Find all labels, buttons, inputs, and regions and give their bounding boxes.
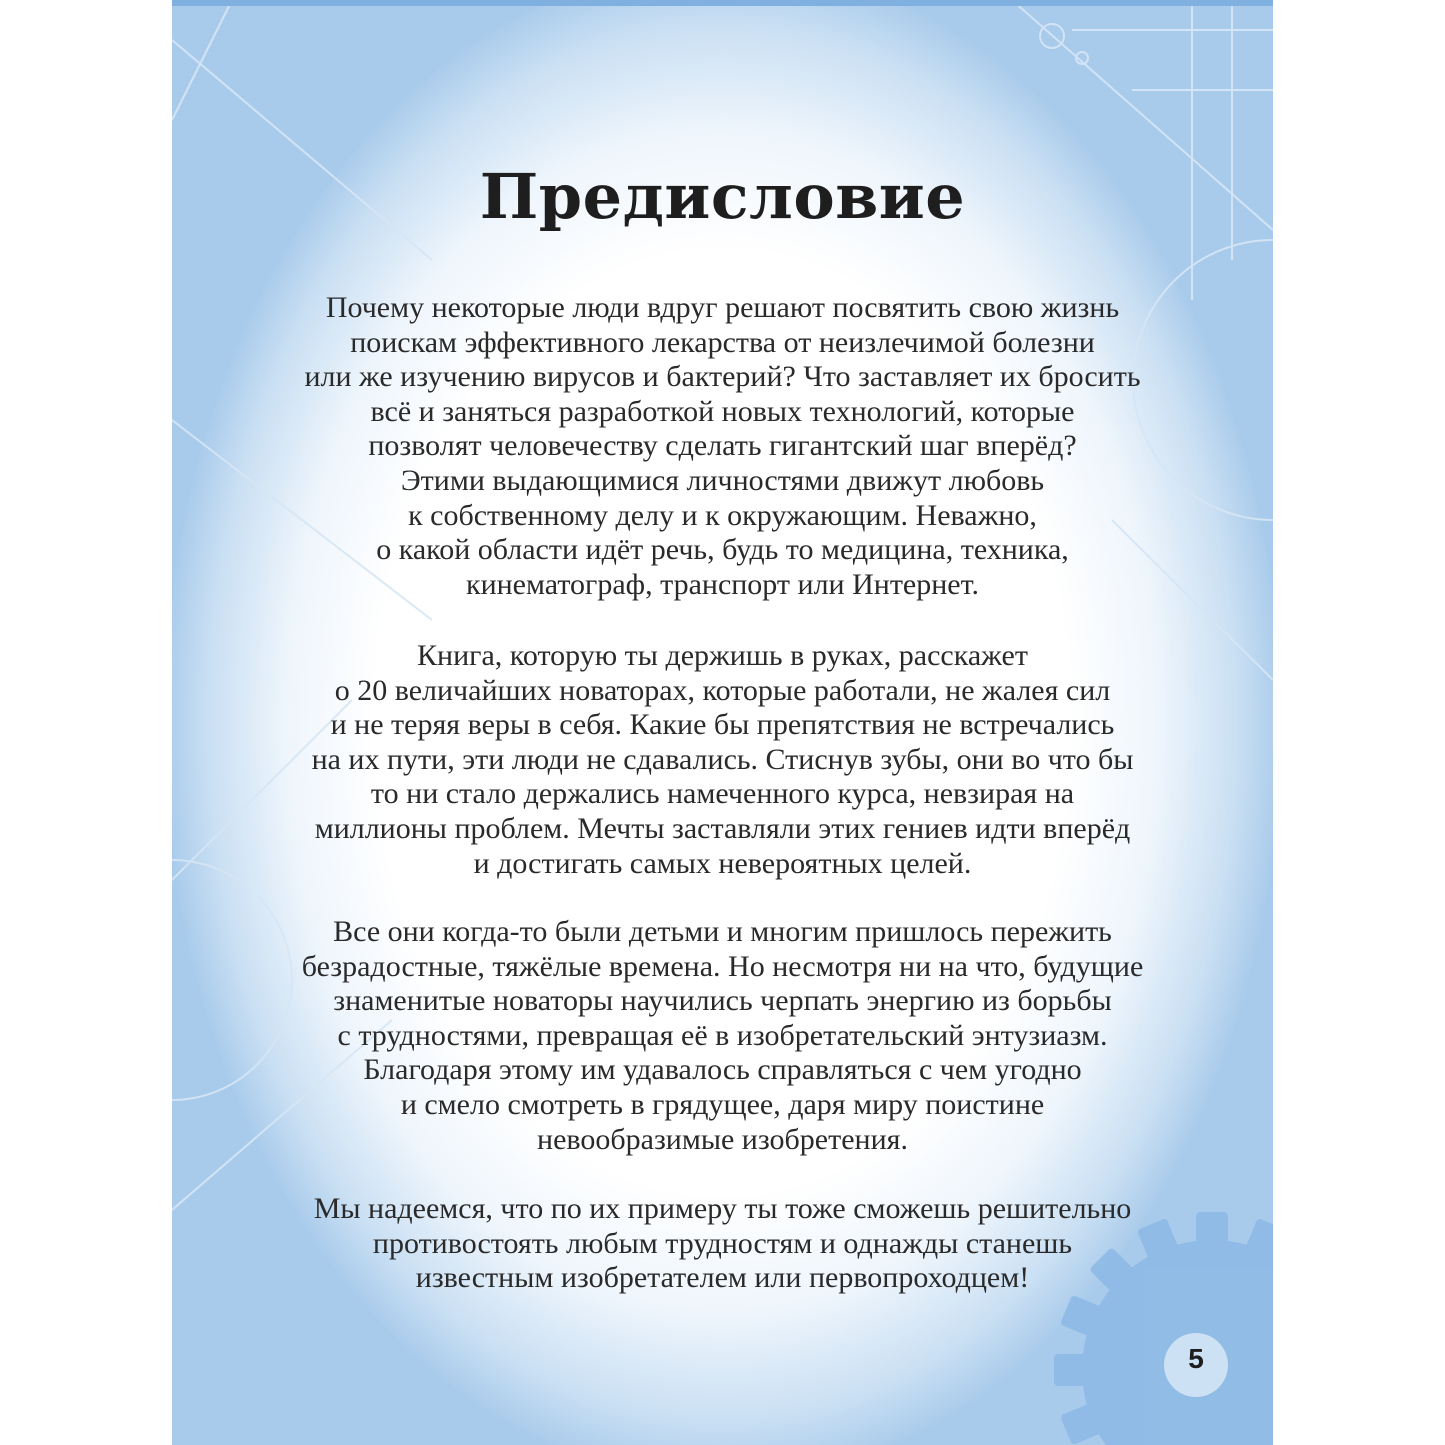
text-line: невообразимые изобретения.: [537, 1122, 908, 1156]
text-line: Все они когда-то были детьми и многим пришлось пережить: [333, 915, 1112, 948]
text-line: о 20 величайших новаторах, которые работали, не жалея сил: [334, 673, 1111, 707]
text-line: кинематограф, транспорт или Интернет.: [466, 567, 979, 601]
text-line: то ни стало держались намеченного курса, невзирая на: [370, 777, 1075, 811]
text-line: противостоять любым трудностям и однажды станешь: [372, 1226, 1073, 1260]
text-line: и смело смотреть в грядущее, даря миру поистине: [400, 1087, 1045, 1121]
text-line: Благодаря этому им удавалось справляться с чем угодно: [363, 1053, 1082, 1087]
paragraph: [212, 291, 1233, 602]
page-title: Предисловие: [479, 160, 966, 233]
paragraph: [212, 639, 1233, 881]
text-line: позволят человечеству сделать гигантский шаг вперёд?: [368, 429, 1077, 463]
book-page: [172, 0, 1273, 1445]
paragraph: [212, 915, 1233, 1157]
top-strip: [172, 0, 1273, 6]
page-number: 5: [1188, 1343, 1204, 1374]
paragraph: [212, 1192, 1233, 1296]
text-line: или же изучению вирусов и бактерий? Что заставляет их бросить: [304, 360, 1141, 394]
text-line: Этими выдающимися личностями движут любовь: [400, 463, 1045, 497]
text-line: безрадостные, тяжёлые времена. Но несмотря ни на что, будущие: [301, 949, 1144, 983]
text-line: к собственному делу и к окружающим. Неважно,: [408, 498, 1037, 532]
text-line: известным изобретателем или первопроходцем!: [415, 1261, 1030, 1295]
text-line: на их пути, эти люди не сдавались. Стиснув зубы, они во что бы: [311, 742, 1134, 776]
text-line: знаменитые новаторы научились черпать энергию из борьбы: [333, 984, 1112, 1018]
text-line: поискам эффективного лекарства от неизлечимой болезни: [350, 325, 1095, 359]
text-line: с трудностями, превращая её в изобретательский энтузиазм.: [337, 1018, 1108, 1052]
text-line: Книга, которую ты держишь в руках, расскажет: [417, 639, 1028, 672]
text-line: Почему некоторые люди вдруг решают посвятить свою жизнь: [325, 291, 1120, 324]
text-line: о какой области идёт речь, будь то медицина, техника,: [376, 533, 1069, 567]
text-line: всё и заняться разработкой новых технологий, которые: [370, 394, 1075, 428]
text-line: миллионы проблем. Мечты заставляли этих гениев идти вперёд: [314, 811, 1131, 845]
text-line: и достигать самых невероятных целей.: [473, 846, 972, 880]
text-line: и не теряя веры в себя. Какие бы препятствия не встречались: [330, 708, 1115, 742]
text-line: Мы надеемся, что по их примеру ты тоже сможешь решительно: [313, 1192, 1132, 1225]
